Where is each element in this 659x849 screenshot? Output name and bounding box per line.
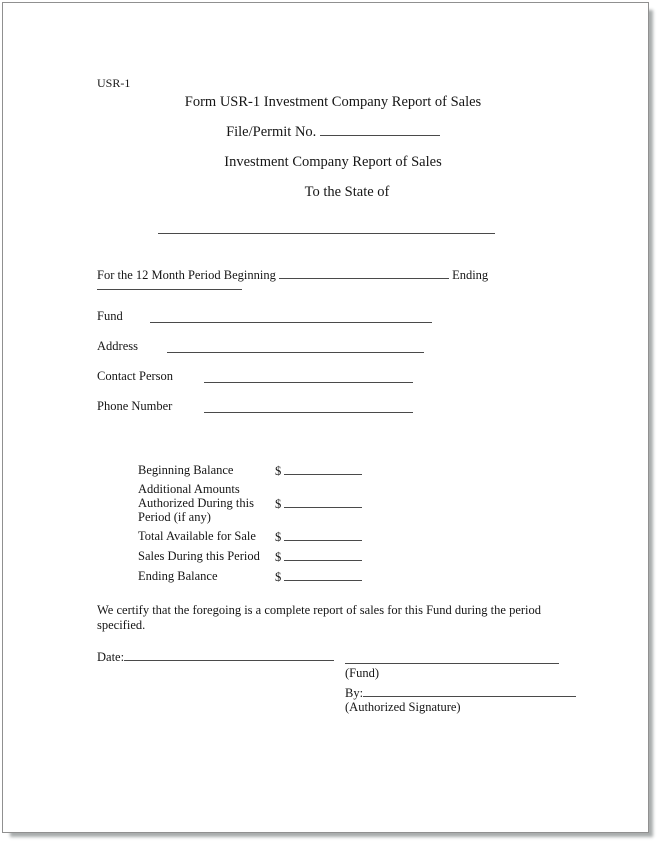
fund-field-label: Fund	[97, 309, 123, 323]
currency-symbol: $	[275, 550, 282, 564]
state-blank-line	[158, 219, 495, 234]
fund-caption: (Fund)	[345, 666, 380, 680]
date-label: Date:	[97, 650, 125, 664]
balance-row-label: Sales During this Period	[138, 549, 260, 563]
date-line	[97, 648, 334, 665]
by-label: By:	[345, 686, 364, 700]
certification-text: We certify that the foregoing is a complete report of sales for this Fund during the period specified.	[97, 603, 542, 632]
file-permit-line	[23, 122, 643, 141]
address-field-label: Address	[97, 339, 138, 353]
amount-blank-line	[284, 495, 362, 508]
address-blank-line	[167, 339, 424, 353]
form-code-label: USR-1	[97, 76, 131, 90]
by-signature-blank-line	[363, 684, 576, 697]
balance-row-label: Total Available for Sale	[138, 529, 256, 543]
balance-row-label: Additional Amounts Authorized During this Period (if any)	[138, 482, 254, 524]
date-blank-line	[124, 648, 334, 661]
balance-row-label: Ending Balance	[138, 569, 218, 583]
fund-blank-line	[150, 309, 432, 323]
balance-row	[138, 528, 362, 548]
balance-row	[138, 482, 362, 528]
amount-blank-line	[284, 462, 362, 475]
period-ending-blank-line	[97, 276, 242, 290]
currency-symbol: $	[275, 464, 282, 478]
balance-table	[138, 462, 362, 584]
balance-row	[138, 548, 362, 568]
by-line	[345, 684, 576, 701]
form-subtitle: Investment Company Report of Sales	[224, 154, 442, 170]
period-beginning-blank-line	[279, 266, 449, 279]
balance-row-label: Beginning Balance	[138, 463, 234, 477]
phone-number-field-label: Phone Number	[97, 399, 173, 413]
file-permit-blank-line	[320, 122, 440, 136]
form-title: Form USR-1 Investment Company Report of Sales	[184, 94, 482, 110]
phone-number-blank-line	[204, 399, 413, 413]
amount-blank-line	[284, 568, 362, 581]
document-page	[2, 2, 649, 833]
period-beginning-label: For the 12 Month Period Beginning	[97, 268, 276, 282]
balance-row	[138, 462, 362, 482]
period-ending-label: Ending	[452, 268, 489, 282]
contact-person-field-label: Contact Person	[97, 369, 174, 383]
authorized-signature-caption: (Authorized Signature)	[345, 700, 461, 714]
to-state-label: To the State of	[304, 184, 390, 200]
currency-symbol: $	[275, 497, 282, 511]
currency-symbol: $	[275, 530, 282, 544]
balance-row	[138, 568, 362, 584]
contact-person-blank-line	[204, 369, 413, 383]
currency-symbol: $	[275, 570, 282, 584]
file-permit-label: File/Permit No.	[226, 124, 317, 140]
amount-blank-line	[284, 528, 362, 541]
fund-signature-blank-line	[345, 650, 559, 664]
amount-blank-line	[284, 548, 362, 561]
